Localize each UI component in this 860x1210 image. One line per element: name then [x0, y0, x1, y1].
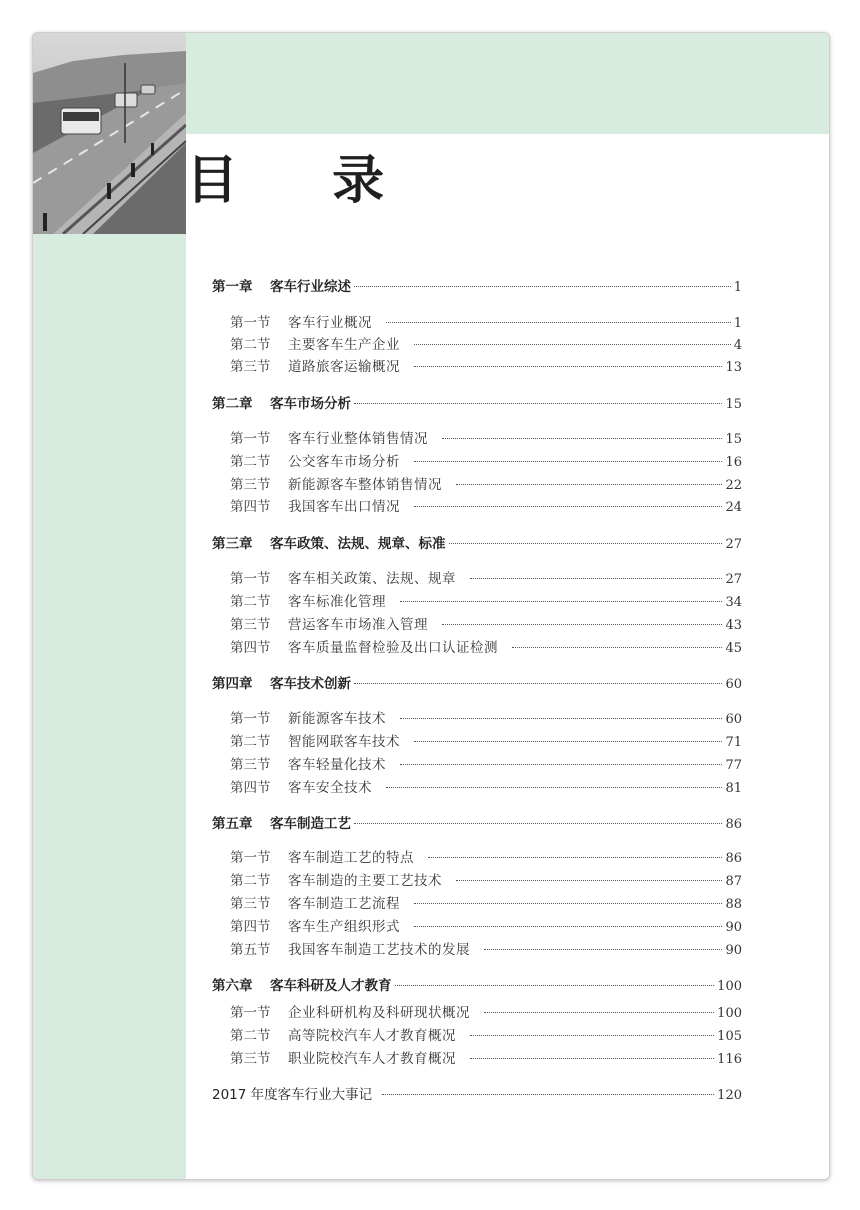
dot-leader: [470, 1034, 714, 1036]
section-number: 第四节: [230, 919, 271, 935]
dot-leader: [354, 822, 722, 824]
section-title: 主要客车生产企业: [288, 337, 400, 353]
dot-leader: [428, 856, 722, 858]
dot-leader: [456, 879, 722, 881]
section-number: 第一节: [230, 850, 271, 866]
chapter-number: 第五章: [212, 816, 253, 832]
toc-section[interactable]: [230, 893, 742, 915]
section-title: 客车生产组织形式: [288, 919, 400, 935]
dot-leader: [414, 365, 722, 367]
dot-leader: [414, 740, 722, 742]
section-number: 第二节: [230, 1028, 271, 1044]
section-number: 第四节: [230, 640, 271, 656]
page-number: 81: [725, 781, 742, 796]
toc-section[interactable]: [230, 1025, 742, 1047]
toc-section[interactable]: [230, 1048, 742, 1070]
dot-leader: [354, 682, 722, 684]
chapter-title: 客车技术创新: [270, 676, 351, 692]
section-title: 高等院校汽车人才教育概况: [288, 1028, 456, 1044]
toc-section[interactable]: [230, 637, 742, 659]
toc-section[interactable]: [230, 916, 742, 938]
section-title: 营运客车市场准入管理: [288, 617, 428, 633]
dot-leader: [414, 460, 722, 462]
page-number: 116: [717, 1052, 742, 1067]
toc-chapter-3[interactable]: [212, 533, 742, 555]
page-number: 27: [725, 572, 742, 587]
chapter-number: 第三章: [212, 536, 253, 552]
chapter-title: 客车科研及人才教育: [270, 978, 392, 994]
section-title: 客车行业概况: [288, 315, 372, 331]
toc-section[interactable]: [230, 496, 742, 518]
page-number: 86: [725, 817, 742, 832]
dot-leader: [400, 763, 722, 765]
section-number: 第四节: [230, 499, 271, 515]
dot-leader: [414, 343, 731, 345]
page-number: 34: [725, 595, 742, 610]
section-title: 企业科研机构及科研现状概况: [288, 1005, 470, 1021]
dot-leader: [484, 948, 722, 950]
toc-section[interactable]: [230, 428, 742, 450]
dot-leader: [442, 623, 722, 625]
section-title: 客车质量监督检验及出口认证检测: [288, 640, 498, 656]
dot-leader: [414, 925, 722, 927]
toc-section[interactable]: [230, 1002, 742, 1024]
section-number: 第一节: [230, 1005, 271, 1021]
dot-leader: [449, 542, 723, 544]
toc-chapter-2[interactable]: [212, 393, 742, 415]
section-title: 我国客车出口情况: [288, 499, 400, 515]
section-title: 我国客车制造工艺技术的发展: [288, 942, 470, 958]
page-number: 15: [725, 432, 742, 447]
page-number: 87: [725, 874, 742, 889]
dot-leader: [414, 902, 722, 904]
section-title: 道路旅客运输概况: [288, 359, 400, 375]
page-number: 4: [733, 338, 742, 353]
page-number: 22: [725, 478, 742, 493]
page-number: 60: [725, 712, 742, 727]
page-number: 16: [725, 455, 742, 470]
page-number: 13: [725, 360, 742, 375]
toc-chapter-4[interactable]: [212, 673, 742, 695]
dot-leader: [456, 483, 722, 485]
toc-section[interactable]: [230, 568, 742, 590]
section-number: 第二节: [230, 594, 271, 610]
dot-leader: [386, 321, 731, 323]
section-number: 第一节: [230, 315, 271, 331]
toc-section[interactable]: [230, 847, 742, 869]
dot-leader: [484, 1011, 714, 1013]
page-number: 45: [725, 641, 742, 656]
toc-section[interactable]: [230, 356, 742, 378]
page-number: 43: [725, 618, 742, 633]
toc-section[interactable]: [230, 312, 742, 334]
section-number: 第二节: [230, 454, 271, 470]
toc-section[interactable]: [230, 777, 742, 799]
section-title: 公交客车市场分析: [288, 454, 400, 470]
dot-leader: [395, 984, 715, 986]
toc-section[interactable]: [230, 939, 742, 961]
dot-leader: [354, 285, 731, 287]
dot-leader: [386, 786, 722, 788]
toc-annual-events[interactable]: [212, 1084, 742, 1106]
page-number: 88: [725, 897, 742, 912]
toc-section[interactable]: [230, 708, 742, 730]
dot-leader: [512, 646, 722, 648]
page-number: 24: [725, 500, 742, 515]
section-number: 第二节: [230, 734, 271, 750]
section-title: 智能网联客车技术: [288, 734, 400, 750]
section-number: 第二节: [230, 873, 271, 889]
section-title: 客车行业整体销售情况: [288, 431, 428, 447]
top-color-band: [186, 33, 829, 134]
page-number: 120: [717, 1088, 742, 1103]
page-number: 90: [725, 920, 742, 935]
section-number: 第三节: [230, 617, 271, 633]
dot-leader: [400, 717, 722, 719]
dot-leader: [470, 1057, 714, 1059]
dot-leader: [442, 437, 722, 439]
section-title: 新能源客车整体销售情况: [288, 477, 442, 493]
page-number: 27: [725, 537, 742, 552]
toc-section[interactable]: [230, 334, 742, 356]
toc-chapter-6[interactable]: [212, 975, 742, 997]
section-title: 客车轻量化技术: [288, 757, 386, 773]
page-number: 1: [733, 316, 742, 331]
dot-leader: [470, 577, 722, 579]
chapter-number: 第四章: [212, 676, 253, 692]
section-number: 第一节: [230, 431, 271, 447]
page-number: 15: [725, 397, 742, 412]
section-number: 第二节: [230, 337, 271, 353]
chapter-title: 客车市场分析: [270, 396, 351, 412]
section-title: 客车制造工艺流程: [288, 896, 400, 912]
dot-leader: [414, 505, 722, 507]
section-title: 客车安全技术: [288, 780, 372, 796]
page-number: 100: [717, 1006, 742, 1021]
page-number: 100: [717, 979, 742, 994]
section-number: 第一节: [230, 571, 271, 587]
toc-chapter-1[interactable]: [212, 276, 742, 298]
chapter-number: 第六章: [212, 978, 253, 994]
section-number: 第三节: [230, 757, 271, 773]
toc-chapter-5[interactable]: [212, 813, 742, 835]
chapter-number: 第二章: [212, 396, 253, 412]
page-number: 77: [725, 758, 742, 773]
toc-section[interactable]: [230, 474, 742, 496]
section-number: 第五节: [230, 942, 271, 958]
page-number: 71: [725, 735, 742, 750]
section-title: 客车制造的主要工艺技术: [288, 873, 442, 889]
toc-section[interactable]: [230, 451, 742, 473]
chapter-number: 第一章: [212, 279, 253, 295]
section-number: 第三节: [230, 359, 271, 375]
section-title: 客车相关政策、法规、规章: [288, 571, 456, 587]
dot-leader: [400, 600, 722, 602]
section-title: 新能源客车技术: [288, 711, 386, 727]
toc-section[interactable]: [230, 591, 742, 613]
toc-section[interactable]: [230, 870, 742, 892]
page-number: 105: [717, 1029, 742, 1044]
section-number: 第一节: [230, 711, 271, 727]
page-number: 1: [733, 280, 742, 295]
dot-leader: [354, 402, 722, 404]
toc-section[interactable]: [230, 614, 742, 636]
highway-bus-photo: [33, 33, 186, 234]
dot-leader: [382, 1093, 714, 1095]
section-number: 第三节: [230, 896, 271, 912]
section-number: 第四节: [230, 780, 271, 796]
section-number: 第三节: [230, 477, 271, 493]
chapter-title: 客车行业综述: [270, 279, 351, 295]
section-title: 客车制造工艺的特点: [288, 850, 414, 866]
page-number: 60: [725, 677, 742, 692]
chapter-title: 客车制造工艺: [270, 816, 351, 832]
section-title: 客车标准化管理: [288, 594, 386, 610]
events-title: 2017 年度客车行业大事记: [212, 1087, 373, 1103]
page-title: 目 录: [186, 150, 423, 211]
section-title: 职业院校汽车人才教育概况: [288, 1051, 456, 1067]
chapter-title: 客车政策、法规、规章、标准: [270, 536, 446, 552]
section-number: 第三节: [230, 1051, 271, 1067]
page-number: 90: [725, 943, 742, 958]
toc-section[interactable]: [230, 754, 742, 776]
toc-section[interactable]: [230, 731, 742, 753]
page-number: 86: [725, 851, 742, 866]
